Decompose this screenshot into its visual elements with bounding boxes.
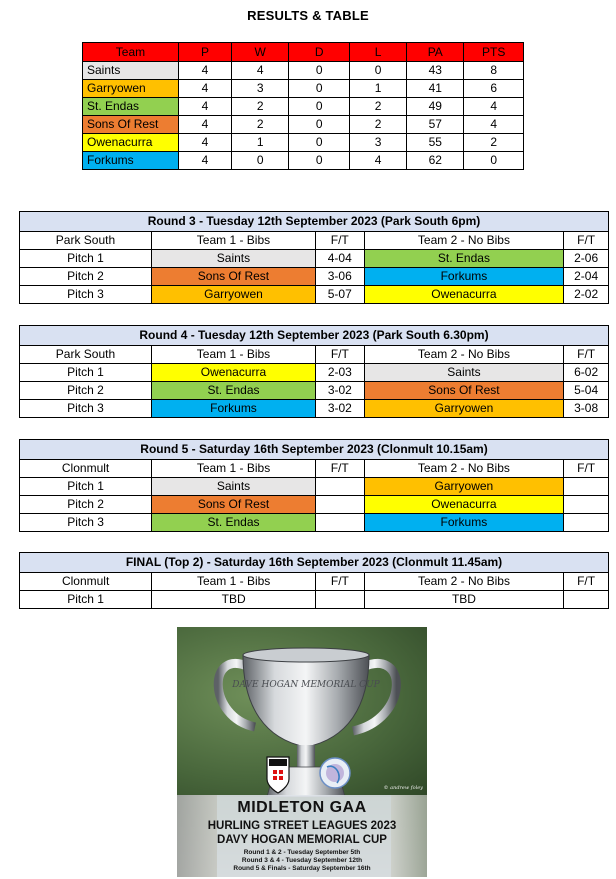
fixture-row xyxy=(20,514,609,532)
league-team-name: St. Endas xyxy=(83,98,179,116)
league-cell-w: 0 xyxy=(232,152,289,170)
team1-name: Forkums xyxy=(151,400,315,418)
team1-score xyxy=(315,496,364,514)
league-cell-pts: 8 xyxy=(464,62,524,80)
round-title-row xyxy=(20,553,609,573)
pitch-label: Pitch 1 xyxy=(20,250,152,268)
league-cell-d: 0 xyxy=(289,116,350,134)
league-cell-w: 2 xyxy=(232,116,289,134)
team2-name: St. Endas xyxy=(364,250,564,268)
pitch-label: Pitch 2 xyxy=(20,496,152,514)
trophy-cup-image xyxy=(177,627,427,797)
round-5-table xyxy=(19,439,609,532)
team1-name: Garryowen xyxy=(151,286,315,304)
poster-dates-1: Round 1 & 2 - Tuesday September 5th xyxy=(243,849,361,856)
team2-score xyxy=(564,478,609,496)
league-cell-pts: 6 xyxy=(464,80,524,98)
league-cell-pts: 4 xyxy=(464,98,524,116)
col-team: Team xyxy=(83,43,179,62)
team2-header: Team 2 - No Bibs xyxy=(364,460,564,478)
league-team-name: Sons Of Rest xyxy=(83,116,179,134)
pitch-label: Pitch 2 xyxy=(20,268,152,286)
league-cell-pa: 57 xyxy=(407,116,464,134)
ft2-header: F/T xyxy=(564,232,609,250)
team2-score: 5-04 xyxy=(564,382,609,400)
team2-name: Owenacurra xyxy=(364,496,564,514)
venue-header: Clonmult xyxy=(20,573,152,591)
pitch-label: Pitch 1 xyxy=(20,478,152,496)
league-cell-p: 4 xyxy=(178,98,231,116)
ft1-header: F/T xyxy=(316,573,365,591)
team2-name: TBD xyxy=(364,591,563,609)
ft2-header: F/T xyxy=(564,573,609,591)
team1-name: Sons Of Rest xyxy=(151,268,315,286)
team1-name: Owenacurra xyxy=(151,364,315,382)
league-cell-l: 1 xyxy=(350,80,407,98)
round-header-row xyxy=(20,460,609,478)
fixture-row xyxy=(20,250,609,268)
round-4-table xyxy=(19,325,609,418)
col-l: L xyxy=(350,43,407,62)
league-team-name: Forkums xyxy=(83,152,179,170)
pitch-label: Pitch 1 xyxy=(20,591,152,609)
round-3-table xyxy=(19,211,609,304)
league-cell-p: 4 xyxy=(178,152,231,170)
league-cell-d: 0 xyxy=(289,62,350,80)
team2-header: Team 2 - No Bibs xyxy=(364,573,563,591)
ft2-header: F/T xyxy=(564,346,609,364)
poster-league-name: HURLING STREET LEAGUES 2023 xyxy=(207,820,397,832)
team1-name: TBD xyxy=(152,591,316,609)
league-cell-l: 3 xyxy=(350,134,407,152)
round-title: Round 3 - Tuesday 12th September 2023 (Park South 6pm) xyxy=(20,212,609,232)
league-row xyxy=(83,62,524,80)
team1-score: 3-02 xyxy=(315,382,364,400)
round-header-row xyxy=(20,232,609,250)
league-row xyxy=(83,98,524,116)
league-cell-pa: 62 xyxy=(407,152,464,170)
team1-header: Team 1 - Bibs xyxy=(151,232,315,250)
fixture-row xyxy=(20,268,609,286)
league-cell-w: 3 xyxy=(232,80,289,98)
league-cell-pa: 41 xyxy=(407,80,464,98)
team2-header: Team 2 - No Bibs xyxy=(364,232,564,250)
league-team-name: Owenacurra xyxy=(83,134,179,152)
league-cell-pa: 43 xyxy=(407,62,464,80)
team1-score: 3-06 xyxy=(315,268,364,286)
league-cell-pts: 2 xyxy=(464,134,524,152)
midleton-crest-icon xyxy=(267,757,289,793)
league-row xyxy=(83,152,524,170)
pitch-label: Pitch 3 xyxy=(20,514,152,532)
round-title: Round 5 - Saturday 16th September 2023 (Clonmult 10.15am) xyxy=(20,440,609,460)
ft1-header: F/T xyxy=(315,346,364,364)
league-cell-l: 0 xyxy=(350,62,407,80)
ft1-header: F/T xyxy=(315,232,364,250)
ft2-header: F/T xyxy=(564,460,609,478)
league-cell-w: 1 xyxy=(232,134,289,152)
league-cell-d: 0 xyxy=(289,80,350,98)
fixture-row xyxy=(20,478,609,496)
team1-score xyxy=(315,514,364,532)
poster-image xyxy=(177,627,427,877)
league-cell-p: 4 xyxy=(178,80,231,98)
fixture-row xyxy=(20,400,609,418)
pitch-label: Pitch 2 xyxy=(20,382,152,400)
league-cell-p: 4 xyxy=(178,62,231,80)
team1-header: Team 1 - Bibs xyxy=(151,346,315,364)
pitch-label: Pitch 1 xyxy=(20,364,152,382)
team2-name: Garryowen xyxy=(364,400,564,418)
league-cell-w: 2 xyxy=(232,98,289,116)
ft1-header: F/T xyxy=(315,460,364,478)
league-cell-p: 4 xyxy=(178,134,231,152)
col-pa: PA xyxy=(407,43,464,62)
page-title: RESULTS & TABLE xyxy=(247,8,369,23)
team2-header: Team 2 - No Bibs xyxy=(364,346,564,364)
league-cell-d: 0 xyxy=(289,98,350,116)
league-cell-l: 4 xyxy=(350,152,407,170)
league-cell-l: 2 xyxy=(350,98,407,116)
league-cell-d: 0 xyxy=(289,152,350,170)
league-team-name: Saints xyxy=(83,62,179,80)
col-pts: PTS xyxy=(464,43,524,62)
league-table xyxy=(82,42,524,170)
poster-cup-name: DAVY HOGAN MEMORIAL CUP xyxy=(217,834,387,846)
league-cell-l: 2 xyxy=(350,116,407,134)
team2-score xyxy=(564,514,609,532)
round-title-row xyxy=(20,212,609,232)
venue-header: Park South xyxy=(20,346,152,364)
team2-score xyxy=(564,591,609,609)
team2-name: Saints xyxy=(364,364,564,382)
round-title-row xyxy=(20,440,609,460)
round-title: Round 4 - Tuesday 12th September 2023 (Park South 6.30pm) xyxy=(20,326,609,346)
team2-score: 2-02 xyxy=(564,286,609,304)
team2-name: Forkums xyxy=(364,514,564,532)
team2-score: 6-02 xyxy=(564,364,609,382)
team2-score: 2-04 xyxy=(564,268,609,286)
league-cell-d: 0 xyxy=(289,134,350,152)
team1-name: Sons Of Rest xyxy=(152,496,316,514)
round-header-row xyxy=(20,573,609,591)
league-row xyxy=(83,116,524,134)
team2-name: Sons Of Rest xyxy=(364,382,564,400)
league-row xyxy=(83,134,524,152)
photo-credit: © andrew foley xyxy=(383,785,423,791)
league-team-name: Garryowen xyxy=(83,80,179,98)
team2-score: 2-06 xyxy=(564,250,609,268)
team2-name: Garryowen xyxy=(364,478,564,496)
team2-name: Owenacurra xyxy=(364,286,564,304)
league-cell-pa: 55 xyxy=(407,134,464,152)
pitch-label: Pitch 3 xyxy=(20,400,152,418)
team1-header: Team 1 - Bibs xyxy=(152,573,316,591)
team1-score: 5-07 xyxy=(315,286,364,304)
team1-name: Saints xyxy=(152,478,316,496)
final-table xyxy=(19,552,609,609)
poster-club-name: MIDLETON GAA xyxy=(237,799,367,816)
fixture-row xyxy=(20,382,609,400)
league-cell-pts: 4 xyxy=(464,116,524,134)
team1-score: 4-04 xyxy=(315,250,364,268)
poster-dates-3: Round 5 & Finals - Saturday September 16th xyxy=(233,865,371,872)
fixture-row xyxy=(20,286,609,304)
team1-score: 2-03 xyxy=(315,364,364,382)
venue-header: Park South xyxy=(20,232,152,250)
league-cell-pa: 49 xyxy=(407,98,464,116)
poster-dates-2: Round 3 & 4 - Tuesday September 12th xyxy=(241,857,363,864)
team1-score: 3-02 xyxy=(315,400,364,418)
team2-score xyxy=(564,496,609,514)
round-header-row xyxy=(20,346,609,364)
col-p: P xyxy=(178,43,231,62)
team1-score xyxy=(315,478,364,496)
team1-header: Team 1 - Bibs xyxy=(152,460,316,478)
pitch-label: Pitch 3 xyxy=(20,286,152,304)
team2-name: Forkums xyxy=(364,268,564,286)
col-d: D xyxy=(289,43,350,62)
league-cell-w: 4 xyxy=(232,62,289,80)
team2-score: 3-08 xyxy=(564,400,609,418)
venue-header: Clonmult xyxy=(20,460,152,478)
team1-name: St. Endas xyxy=(151,382,315,400)
hurling-logo-icon xyxy=(320,758,350,788)
fixture-row xyxy=(20,591,609,609)
league-header-row xyxy=(83,43,524,62)
round-title-row xyxy=(20,326,609,346)
cup-engraving: DAVE HOGAN MEMORIAL CUP xyxy=(232,680,380,690)
fixture-row xyxy=(20,364,609,382)
league-cell-pts: 0 xyxy=(464,152,524,170)
league-row xyxy=(83,80,524,98)
team1-name: Saints xyxy=(151,250,315,268)
round-title: FINAL (Top 2) - Saturday 16th September 2023 (Clonmult 11.45am) xyxy=(20,553,609,573)
league-cell-p: 4 xyxy=(178,116,231,134)
team1-name: St. Endas xyxy=(152,514,316,532)
fixture-row xyxy=(20,496,609,514)
team1-score xyxy=(316,591,365,609)
col-w: W xyxy=(232,43,289,62)
